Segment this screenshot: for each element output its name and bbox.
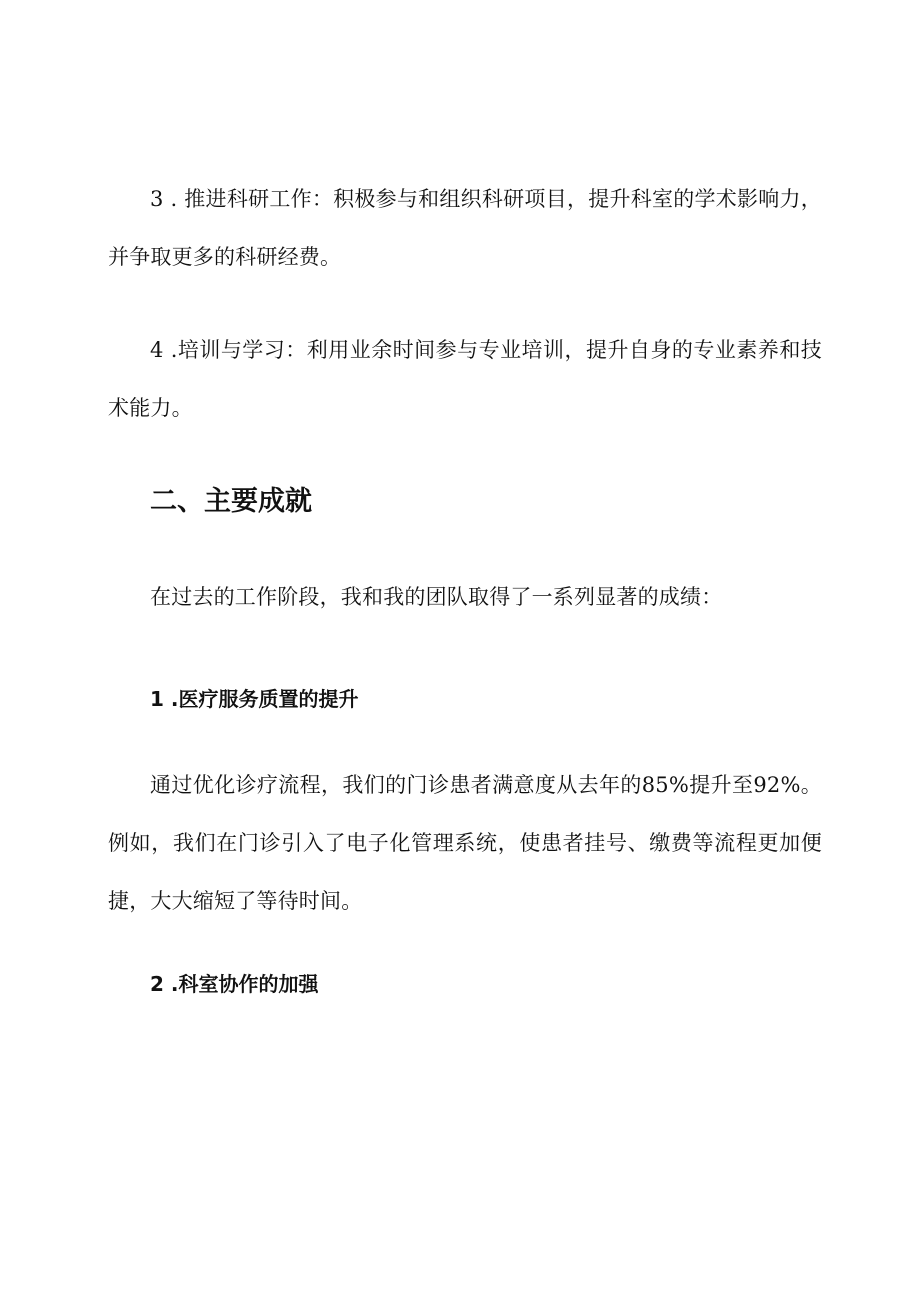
section-heading-main-achievements: 二、主要成就 (150, 486, 312, 517)
paragraph-training-study: 4 .培训与学习：利用业余时间参与专业培训，提升自身的专业素养和技术能力。 (108, 338, 822, 420)
subheading-department-collaboration: 2 .科室协作的加强 (150, 972, 319, 996)
subheading-service-quality: 1 .医疗服务质置的提升 (150, 687, 359, 711)
paragraph-achievements-intro: 在过去的工作阶段，我和我的团队取得了一系列显著的成绩： (150, 585, 723, 609)
paragraph-research-work: 3 . 推进科研工作：积极参与和组织科研项目，提升科室的学术影响力，并争取更多的科研经费。 (108, 187, 822, 269)
paragraph-service-quality-body: 通过优化诊疗流程，我们的门诊患者满意度从去年的85%提升至92%。例如，我们在门诊引入了电子化管理系统，使患者挂号、缴费等流程更加便捷，大大缩短了等待时间。 (108, 773, 822, 913)
